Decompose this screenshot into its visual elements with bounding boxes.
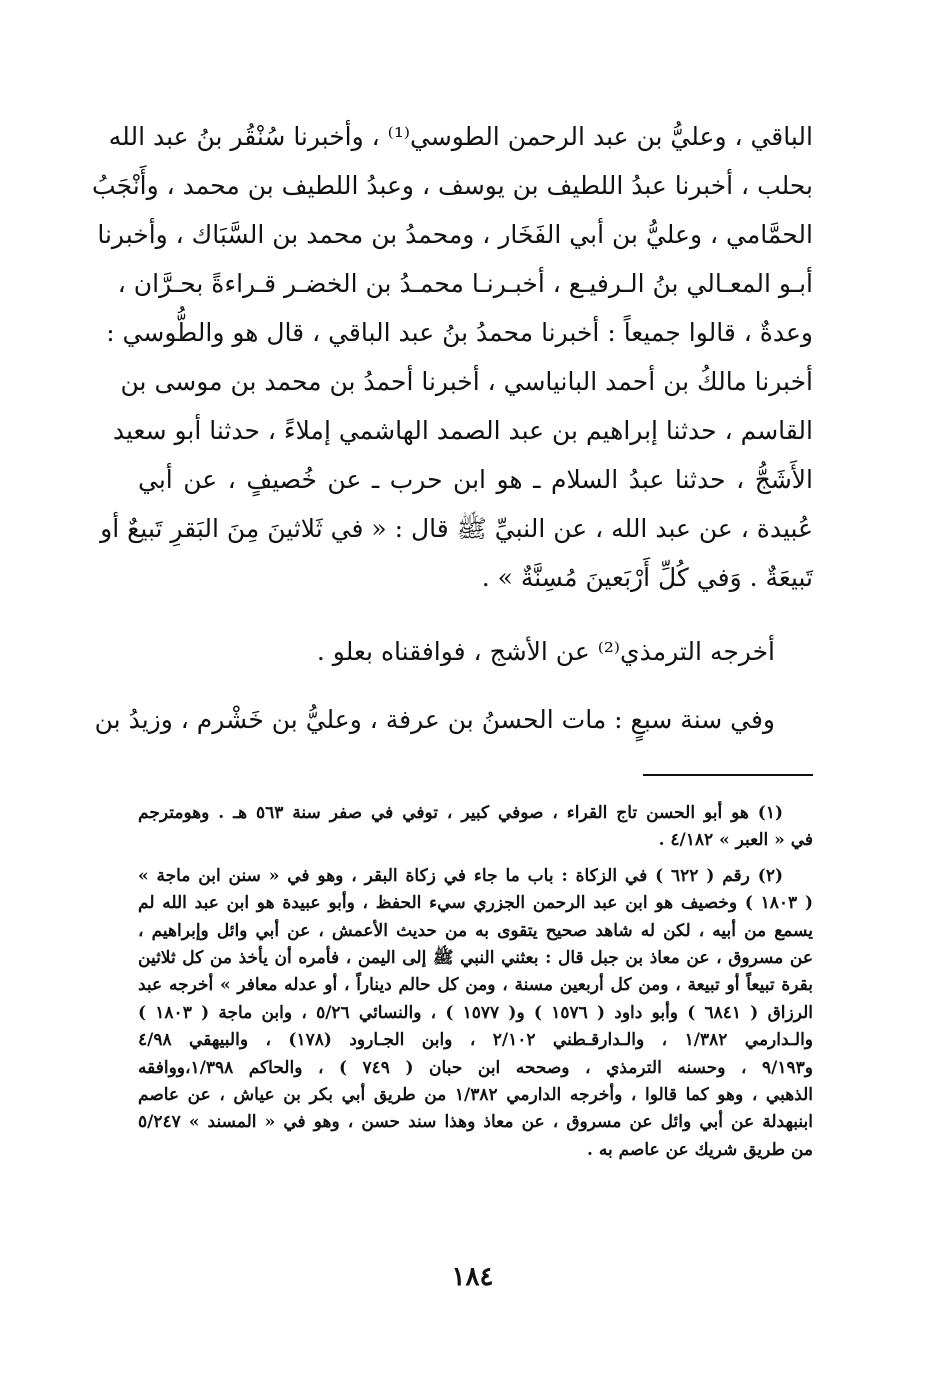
footnote-2-line: والـدارمي ١/٣٨٢ ، والـدارقـطني ٢/١٠٢ ، وابن الجـارود (١٧٨) ، والبيهقي ٤/٩٨ xyxy=(138,1030,814,1051)
main-text-line: وعدةٌ ، قالوا جميعاً : أخبرنا محمدُ بنُ عبد الباقي ، قال هو والطُّوسي : xyxy=(106,318,813,347)
footnote-2-line: ( ١٨٠٣ ) وخصيف هو ابن عبد الرحمن الجزري سيء الحفظ ، وأبو عبيدة هو ابن عبد الله لم xyxy=(138,893,814,914)
page-number: ١٨٤ xyxy=(451,1262,494,1292)
footnote-2-line: (٢) رقم ( ٦٢٢ ) في الزكاة : باب ما جاء في زكاة البقر ، وهو في « سنن ابن ماجة » xyxy=(138,865,783,886)
year-paragraph: وفي سنة سبعٍ : مات الحسنُ بن عرفة ، وعليُّ بن خَشْرم ، وزيدُ بن xyxy=(94,705,775,734)
main-text-line: الأَشَجُّ ، حدثنا عبدُ السلام ـ هو ابن حرب ـ عن خُصيفٍ ، عن أبي xyxy=(138,465,813,494)
footnote-2-line: من طريق شريك عن عاصم به . xyxy=(587,1139,813,1160)
footnotes-block xyxy=(138,800,813,1164)
main-text-line: بحلب ، أخبرنا عبدُ اللطيف بن يوسف ، وعبدُ اللطيف بن محمد ، وأَنْجَبُ xyxy=(92,171,813,200)
main-text-block xyxy=(92,112,813,602)
footnote-1-line: (١) هو أبو الحسن تاج القراء ، صوفي كبير ، توفي في صفر سنة ٥٦٣ هـ . وهومترجم xyxy=(138,803,783,823)
main-text-line: الباقي ، وعليُّ بن عبد الرحمن الطوسي⁽¹⁾ ، وأخبرنا سُنْقُر بنُ عبد الله xyxy=(108,122,813,151)
footnote-1-line: في « العبر » ٤/١٨٢ . xyxy=(658,830,813,851)
footnote-separator xyxy=(643,774,813,776)
footnote-2-line: بقرة تبيعاً أو تبيعة ، ومن كل أربعين مسنة ، ومن كل حالم ديناراً ، أو عدله معافر » أخرجه عبد xyxy=(138,975,813,996)
main-text-line: أبـو المعـالي بنُ الـرفيـع ، أخبـرنـا محمـدُ بن الخضـر قـراءةً بحـرَّان ، xyxy=(117,269,813,298)
takhrij-paragraph: أخرجه الترمذي⁽²⁾ عن الأشج ، فوافقناه بعلو . xyxy=(316,637,775,666)
main-text-line: تَبيعَةٌ . وَفي كُلِّ أَرْبَعينَ مُسِنَّةٌ » . xyxy=(481,563,813,592)
footnote-2-line: يسمع من أبيه ، لكن له شاهد صحيح يتقوى به من حديث الأعمش ، عن أبي وائل وإبراهيم ، xyxy=(138,920,813,941)
footnote-2-line: ابنبهدلة عن أبي وائل عن مسروق ، عن معاذ وهذا سند حسن ، وهو في « المسند » ٥/٢٤٧ xyxy=(138,1112,813,1133)
main-text-line: عُبيدة ، عن عبد الله ، عن النبيِّ ﷺ قال : « في ثَلاثينَ مِنَ البَقرِ تَبيعٌ أو xyxy=(100,514,813,543)
main-text-line: أخبرنا مالكُ بن أحمد البانياسي ، أخبرنا أحمدُ بن محمد بن موسى بن xyxy=(120,367,813,396)
footnote-2-line: و٩/١٩٣ ، وحسنه الترمذي ، وصححه ابن حبان ( ٧٤٩ ) ، والحاكم ١/٣٩٨،ووافقه xyxy=(138,1057,813,1078)
main-text-line: القاسم ، حدثنا إبراهيم بن عبد الصمد الهاشمي إملاءً ، حدثنا أبو سعيد xyxy=(112,416,813,445)
footnote-2-line: عن مسروق ، عن معاذ بن جبل قال : بعثني النبي ﷺ إلى اليمن ، فأمره أن يأخذ من كل ثلاثين xyxy=(138,947,813,968)
footnote-2-line: الرزاق ( ٦٨٤١ ) وأبو داود ( ١٥٧٦ ) و( ١٥٧٧ ) ، والنسائي ٥/٢٦ ، وابن ماجة ( ١٨٠٣ ) xyxy=(138,1002,813,1023)
main-text-line: الحمَّامي ، وعليُّ بن أبي الفَخَار ، ومحمدُ بن محمد بن السَّبَاك ، وأخبرنا xyxy=(97,220,813,249)
footnote-2-line: الذهبي ، وهو كما قالوا ، وأخرجه الدارمي ١/٣٨٢ من طريق أبي بكر بن عياش ، عن عاصم xyxy=(138,1084,813,1105)
